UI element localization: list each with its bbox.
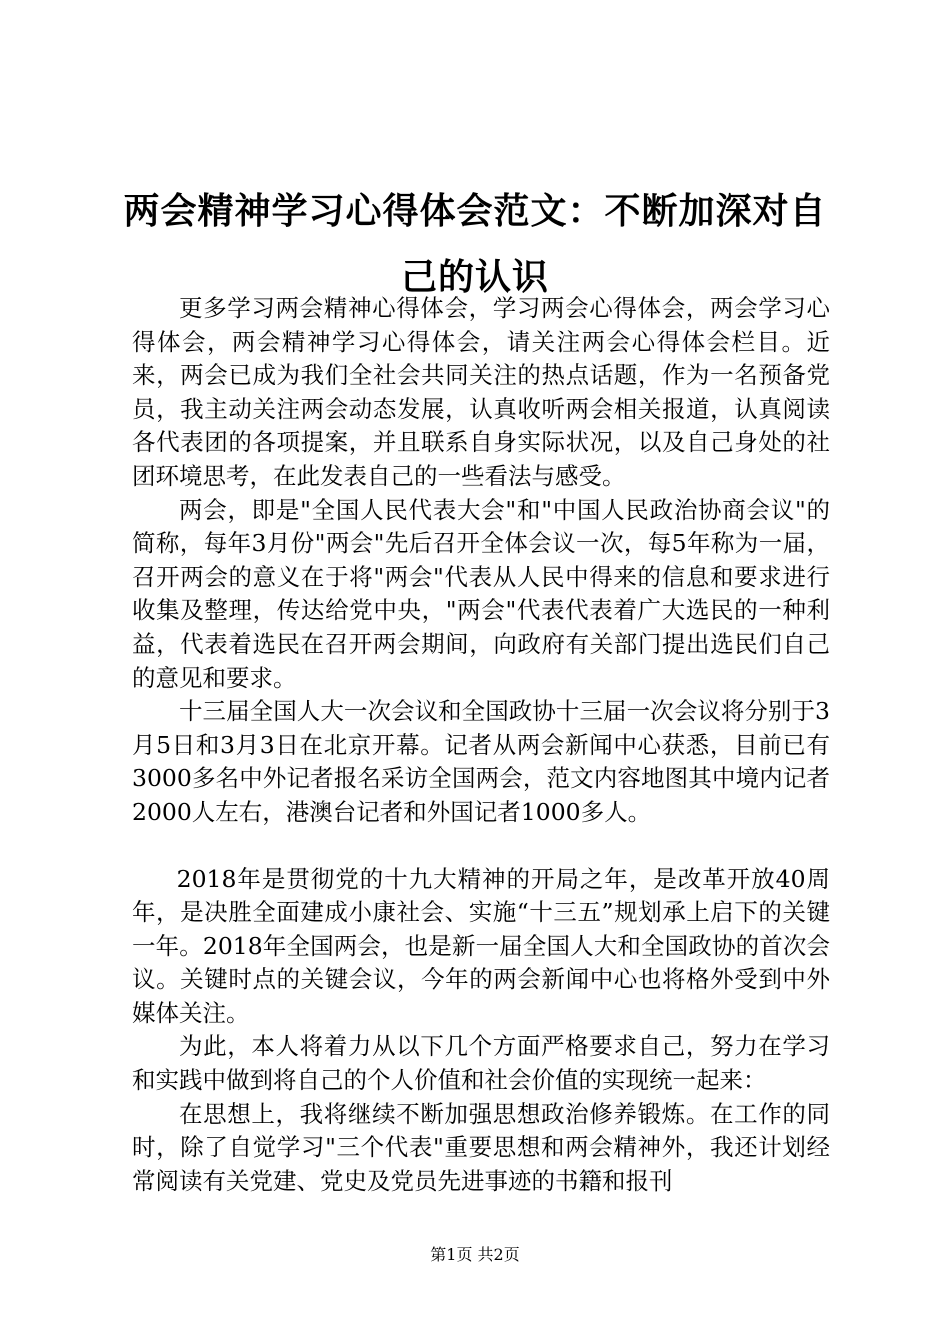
paragraph: 两会，即是"全国人民代表大会"和"中国人民政治协商会议"的简称，每年3月份"两会"先后召开全体会议一次，每5年称为一届，召开两会的意义在于将"两会"代表从人民中得来的信息和要求进行收集及整理，传达给党中央，"两会"代表代表着广大选民的一种利益，代表着选民在召开两会期间，向政府有关部门提出选民们自己的意见和要求。 (132, 495, 830, 692)
paragraph: 为此，本人将着力从以下几个方面严格要求自己，努力在学习和实践中做到将自己的个人价值和社会价值的实现统一起来： (132, 1032, 830, 1095)
document-body (132, 292, 830, 1198)
paragraph: 在思想上，我将继续不断加强思想政治修养锻炼。在工作的同时，除了自觉学习"三个代表"重要思想和两会精神外，我还计划经常阅读有关党建、党史及党员先进事迹的书籍和报刊 (132, 1099, 830, 1195)
document-title: 两会精神学习心得体会范文：不断加深对自己的认识 (123, 190, 827, 298)
page-number-footer: 第1页 共2页 (430, 1245, 520, 1264)
paragraph: 2018年是贯彻党的十九大精神的开局之年，是改革开放40周年，是决胜全面建成小康社会、实施“十三五”规划承上启下的关键一年。2018年全国两会，也是新一届全国人大和全国政协的首次会议。关键时点的关键会议，今年的两会新闻中心也将格外受到中外媒体关注。 (132, 864, 830, 1027)
paragraph: 更多学习两会精神心得体会，学习两会心得体会，两会学习心得体会，两会精神学习心得体会，请关注两会心得体会栏目。近来，两会已成为我们全社会共同关注的热点话题，作为一名预备党员，我主动关注两会动态发展，认真收听两会相关报道，认真阅读各代表团的各项提案，并且联系自身实际状况，以及自己身处的社团环境思考，在此发表自己的一些看法与感受。 (132, 294, 830, 490)
paragraph: 十三届全国人大一次会议和全国政协十三届一次会议将分别于3月5日和3月3日在北京开幕。记者从两会新闻中心获悉，目前已有3000多名中外记者报名采访全国两会，范文内容地图其中境内记者2000人左右，港澳台记者和外国记者1000多人。 (132, 697, 830, 826)
